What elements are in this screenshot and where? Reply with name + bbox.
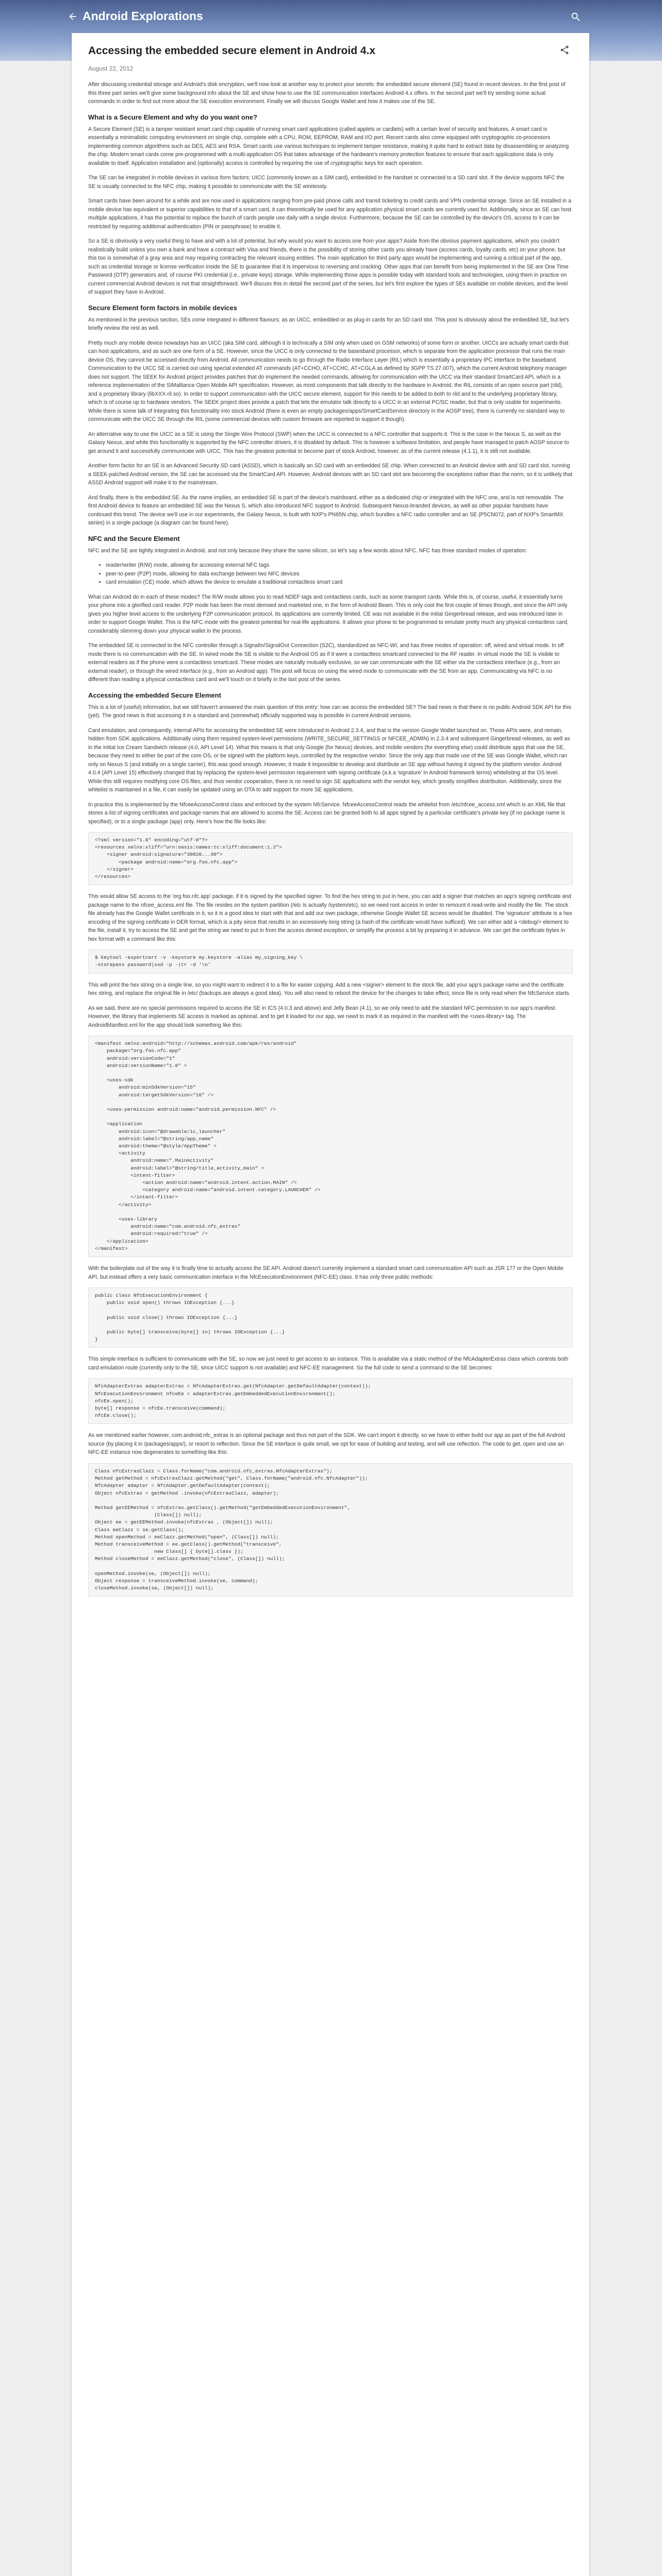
list-item: • peer-to-peer (P2P) mode, allowing for data exchange between two NFC devices [106, 570, 573, 579]
paragraph: As mentioned in the previous section, SEs come integrated in different flavours: as an UICC, embedded or as plug-in cards for an SD card slot. This post is obviously about the embedded SE, but let's briefly review the rest as well. [88, 316, 569, 331]
section-heading: Accessing the embedded Secure Element [88, 691, 221, 699]
paragraph: Card emulation, and consequently, internal APIs for accessing the embedded SE were introduced in Android 2.3.4, and that is the version Google Wallet launched on. Those APIs were, and remain, hidden from SDK applications. Additionally using them required system-level permissions (WRITE_SECURE_SETTINGS or NFCEE_ADMIN) in 2.3.4 and subsequent Gingerbread releases, as well as in the initial Ice Cream Sandwich release (4.0, API Level 14). What this means is that only Google (for Nexus) devices, and mobile vendors (for everything else) could distribute apps that use the SE, because they need to either be part of the core OS, or be signed with the platform keys, controlled by the respective vendor. Since the only app that made use of the SE was Google Wallet, which ran only on Nexus S (and initially on a single carrier), this was good enough. However, it made it impossible to develop and distribute an SE app without having it signed by the platform vendor. Android 4.0.4 (API Level 15) effectively changed that by replacing the system-level permission requirement with signing certificate (a.k.a 'signature' in Android framework terms) whitelisting at the OS level. While this still requires modifying core OS files, and thus vendor cooperation, there is no need to sign SE applications with the vendor key, which greatly simplifies distribution. Additionally, since the whitelist is maintained in a file, it can easily be updated using an OTA to add support for more SE applications. [88, 727, 570, 793]
paragraph: Pretty much any mobile device nowadays has an UICC (aka SIM card, although it is technically a SIM only when used on GSM networks) of some form or another. UICCs are actually smart cards that can host applications, and as such are one form of a SE. However, since the UICC is only connected to the basesband processor, which is separate from the application processor that runs the main device OS, they cannot be accessed directly from Android. All communication needs to go through the Radio Interface Layer (RIL) which is essentially a proprietary IPC interface to the baseband. Communication to the UICC SE is carried out using special extended AT commands (AT+CCHO, AT+CCHC, AT+CGLA as defined by 3GPP TS 27.007), which the current Android telephony manager does not support. The SEEK for Android project provides patches that do implement the needed commands, allowing for communication with the UICC via their standard SmartCard API, which is a reference implementation of the SIMalliance Open Mobile API specification. However, as most components that talk directly to the hardware in Android, the RIL consists of an open source part (rild), and a proprietary library (libXXX-ril.so). In order to support communication with the UICC secure element, support for this needs to be added to both to rild and to the underlying proprietary library, which is of course up to hardware vendors. The SEEK project does provide a patch that lets the emulator talk directly to a UICC in an external PC/SC reader, but that is only usable for experiments. While there is some talk of integrating this functionality into stock Android (there is even an empty packages/apps/SmartCardService directory in the AOSP tree), there is currently no standard way to communicate with the UICC SE through the RIL (some commercial devices with custom firmware are reported to support it though). [88, 340, 569, 422]
section-heading: What is a Secure Element and why do you want one? [88, 113, 257, 121]
paragraph: NFC and the SE are tightly integrated in Android, and not only because they share the same silicon, so let's say a few words about NFC. NFC has three standard modes of operation: [88, 547, 527, 554]
list-item: • reader/writer (R/W) mode, allowing for accessing external NFC tags [106, 561, 573, 570]
code-block: Class nfcExtrasClazz = Class.forName("com.android.nfc_extras.NfcAdapterExtras"); Method getMethod = nfcExtrasClazz.getMethod("get", Class.forName("android.nfc.NfcAdapter")); NfcAdapter adapter = NfcAdapter.getDefaultAdapter(context); Object nfcExtras = getMethod .invoke(nfcExtrasClazz, adapter); Method getEEMethod = nfcExtras.getClass().getMethod("getEmbeddedExecutionEnvironment", (Class[]) null); Object ee = getEEMethod.invoke(nfcExtras , (Object[]) null); Class eeClazz = se.getClass(); Method openMethod = eeClazz.getMethod("open", (Class[]) null); Method transceiveMethod = ee.getClass().getMethod("transceive", new Class[] { byte[].class }); Method closeMethod = eeClazz.getMethod("close", (Class[]) null); openMethod.invoke(se, (Object[]) null); Object response = transceiveMethod.invoke(se, command); closeMethod.invoke(se, (Object[]) null); [88, 1463, 573, 1597]
paragraph: In practice this is implemented by the NfceeAccessControl class and enforced by the system NfcService. NfceeAccessControl reads the whitelist from /etc/nfcee_access.xml which is an XML file that stores a list of signing certificates and package names that are allowed to access the SE. Access can be granted both to all apps signed by a particular certificate's private key (if no package name is specified), or to a single package (app) only. Here's how the file looks like: [88, 801, 566, 825]
search-icon[interactable] [570, 11, 582, 23]
paragraph: This is a lot of (useful) information, but we still haven't answered the main question of this entry: how can we access the embedded SE? The bad news is that there is no public Android SDK API for this (yet). The good news is that accessing it in a standard and (somewhat) officially supported way is possible in current Android versions. [88, 704, 571, 719]
paragraph: So a SE is obviously a very useful thing to have and with a lot of potential, but why would you want to access one from your apps? Aside from the obvious payment applications, which you couldn't realistically build unless you own a bank and have a contract with Visa and friends, there is the possibility of storing other cards you already have (access cards, loyalty cards, etc) on your phone, but this too is somewhat of a gray area and may requiring contracting the relevant issuing entities. The main application for third party apps would be implementing and running a critical part of the app, such as credential storage or license verification inside the SE to guarantee that it is impervious to reversing and cracking. Other apps that can benefit from being implemented in the SE are One Time Password (OTP) generators and, of course PKI credential (i.e., private keys) storage. While implementing those apps is possible today with standard tools and technologies, using them in practice on current commercial Android devices is not that straightforward. We'll discuss this in detail the second part of the series, but let's first explore the types of SEs available on mobile devices, and the level of support they have in Android. [88, 238, 569, 295]
paragraph: With the boilerplate out of the way it is finally time to actually access the SE API. Android doesn't currently implement a standard smart card communication API such as JSR 177 or the Open Mobile API, but instead offers a very basic communication interface in the NfcExecutionEnvironment (NFC-EE) class. It has only three public methods: [88, 1265, 564, 1280]
post-card [72, 33, 589, 2576]
paragraph: This would allow SE access to the 'org.foo.nfc.app' package, if it is signed by the specified signer. To find the hex string to put in here, you can add a signer that matches an app's signing certificate and package name to the nfcee_access.xml file. The file resides on the system partition (/etc is actually /system/etc), so we need root access in order to remount it read-write and modify the file. The stock file already has the Google Wallet certificate in it, so it is a good idea to start with that and add our own package, otherwise Google Wallet SE access would be disabled. The 'signature' attribute is a hex encoding of the signing certificate in DER format, which is a pity since that results in an excessively long string (a hash of the certificate would have sufficed). We can either add a <debug/> element to the file, install it, try to access the SE and get the string we need to put in from the access denied exception, or simplify the process a bit by preparing it in advance. We can get the certificate bytes in hex format with a command like this: [88, 893, 572, 942]
top-app-bar [0, 0, 662, 33]
post-body [88, 80, 573, 1597]
paragraph: As we said, there are no special permissions required to access the SE in ICS (4.0.3 and above) and Jelly Bean (4.1), so we only need to add the standard NFC permission to our app's manifest. However, the library that implements SE access is marked as optional, and to get it loaded for our app, we need to mark it as required in the manifest with the <uses-library> tag. The AndroidManifest.xml for the app should look something like this: [88, 1005, 557, 1028]
code-block: <manifest xmlns:android="http://schemas.android.com/apk/res/android" package="org.foo.nfc.app" android:versionCode="1" android:versionName="1.0" > <uses-sdk android:minSdkVersion="15" android:targetSdkVersion="16" /> <uses-permission android:name="android.permission.NFC" /> <application android:icon="@drawable/ic_launcher" android:label="@string/app_name" android:theme="@style/AppTheme" > <activity android:name=".MainActivity" android:label="@string/title_activity_main" > <intent-filter> <action android:name="android.intent.action.MAIN" /> <category android:name="android.intent.category.LAUNCHER" /> </intent-filter> </activity> <uses-library android:name="com.android.nfc_extras" android:required="true" /> </application> </manifest> [88, 1036, 573, 1257]
arrow-back-icon[interactable] [67, 11, 78, 22]
code-block: <?xml version="1.0" encoding="utf-8"?> <resources xmlns:xliff="urn:oasis:names:tc:xliff:document:1.2"> <signer android:signature="30820...90"> <package android:name="org.foo.nfc.app"> </signer> </resources> [88, 832, 573, 885]
section-heading: NFC and the Secure Element [88, 534, 180, 543]
paragraph: A Secure Element (SE) is a tamper resistant smart card chip capable of running smart card applications (called applets or cardlets) with a certain level of security and features. A smart card is essentially a minimalistic computing environment on single chip, complete with a CPU, ROM, EEPROM, RAM and I/O port. Recent cards also come equipped with cryptographic co-processors implementing common algorithms such as DES, AES and RSA. Smart cards use various techniques to implement tamper resistance, making it quite hard to extract data by disassembling or analyzing the chip. Modern smart cards come pre-programmed with a multi-application OS that takes advantage of the hardware's memory protection features to ensure that each applications data is only available to itself. Application installation and (optionally) access is controlled by requiring the use of cryptographic keys for each operation. [88, 126, 569, 166]
paragraph: And finally, there is the embedded SE. As the name implies, an embedded SE is part of the device's mainboard, either as a dedicated chip or integrated with the NFC one, and is not removable. The first Android device to feature an embedded SE was the Nexus S, which also introduced NFC support to Android. Subsequent Nexus-branded devices, as well as other popular handsets have continued this trend. The device we'll use in our experiments, the Galaxy Nexus, is built with NXP's PN65N chip, which bundles a NFC radio controller and an SE (P5CN072, part of NXP's SmartMX series) in a single package (a diagram can be found here). [88, 494, 564, 526]
paragraph: This simple interface is sufficient to communicate with the SE, so now we just need to get access to an instance. This is available via a static method of the NfcAdapterExtras class which controls both card emulation route (currently only to the SE, since UICC support is not available) and NFC-EE management. So the full code to send a command to the SE becomes: [88, 1356, 569, 1371]
paragraph: As we mentioned earlier however, com.android.nfc_extras is an optional package and thus not part of the SDK. We can't import it directly, so we have to either build our app as part of the full Android source (by placing it in /packages/apps/), or resort to reflection. Since the SE interface is quite small, we opt for ease of building and testing, and will use reflection. The code to get, open and use an NFC-EE instance now degenerates to something like this: [88, 1432, 565, 1456]
section-heading: Secure Element form factors in mobile devices [88, 303, 237, 312]
list-item: • card emulation (CE) mode, which allows the device to emulate a traditional contactless smart card [106, 578, 573, 587]
paragraph: This will print the hex string on a single line, so you might want to redirect it to a file for easier copying. Add a new <signer> element to the stock file, add your app's package name and the certificate hex string, and replace the original file in /etc/ (backups are always a good idea). You will also need to reboot the device for the changes to take effect, since file is only read when the NfcService starts. [88, 981, 571, 997]
code-block: NfcAdapterExtras adapterExtras = NfcAdapterExtras.get(NfcAdapter.getDefaultAdapter(context)); NfcExecutionEnvironment nfceEe = adapterExtras.getEmbeddedExecutionEnvironment(); nfcEe.open(); byte[] response = nfcEe.transceive(command); nfcEe.close(); [88, 1378, 573, 1424]
code-block: public class NfcExecutionEnvironment { public void open() throws IOException {...} public void close() throws IOException {...} public byte[] transceive(byte[] in) throws IOException {...} } [88, 1287, 573, 1348]
paragraph: An alternative way to use the UICC as a SE is using the Single Wire Protocol (SWP) when the UICC is connected to a NFC controller that supports it. This is the case in the Nexus S, as well as the Galaxy Nexus, and while this functionality is supported by the NFC controller drivers, it is disabled by default. This is however a software limitation, and people have managed to patch AOSP source to get around it and successfully communicate with UICC. This has the greatest potential to become part of stock Android, however, as of the current release (4.1.1), it is still not available. [88, 431, 569, 454]
code-block: $ keytool -exportcert -v -keystore my.keystore -alias my_signing_key \ -storepass password|xxd -p -|tr -d '\n' [88, 950, 573, 973]
site-title[interactable]: Android Explorations [82, 9, 203, 23]
paragraph: Another form factor for an SE is an Advanced Security SD card (ASSD), which is basically an SD card with an embedded SE chip. When connected to an Android device with and SD card slot, running a SEEK-patched Android version, the SE can be accessed via the SmartCard API. However, Android devices with an SD card slot are becoming the exceptions rather than the norm, so it is unlikely that ASSD Android support will make it to the mainstream. [88, 463, 573, 486]
paragraph: What can Android do in each of these modes? The R/W mode allows you to read NDEF tags and contactless cards, such as some transport cards. While this is, of course, useful, it essentially turns your phone into a glorified card reader. P2P mode has been the most demoed and marketed one, in the form of Android Beam. This is only cool the first couple of times though, and since the API only gives you higher level access to the underlying P2P communication protocol, its applications are currently limited. CE was not available in the initial Gingerbread release, and was introduced later in order to support Google Wallet. This is the NFC mode with the greatest potential for real-life applications. It allows your phone to be programmed to emulate pretty much any physical contactless card, considerably slimming down your physical wallet in the process. [88, 594, 569, 634]
post-date: August 22, 2012 [88, 65, 134, 72]
paragraph: The embedded SE is connected to the NFC controller through a SignalIn/SignalOut Connection (S2C), standardized as NFC-WI, and has three modes of operation: off, wired and virtual mode. In off mode there is no communication with the SE. In wired mode the SE is visible to the Android OS as if it were a contactless smartcard connected to the RF reader. In virtual mode the SE is visible to external readers as if the phone were a contactless smartcard. These modes are naturally mutually exclusive, so we can communicate with the SE either via the contactless interface (e.g., from an external reader), or through the wired interface (e.g., from an Android app). This post will focus on using the wired mode to communicate with the SE from an app. Communicating via NFC is no different than reading a physical contactless card and we'll touch on it briefly in the last post of the series. [88, 642, 564, 683]
paragraph: After discussing credential storage and Android's disk encryption, we'll now look at another way to protect your secrets: the embedded secure element (SE) found in recent devices. In the first post of this three part series we'll give some background info about the SE and show how to use the SE communication interfaces Android 4.x offers. In the second part we'll try sending some actual commands in order to find out more about the SE execution environment. Finally we will discuss Google Wallet and how it makes use of the SE. [88, 81, 566, 105]
share-icon[interactable] [559, 44, 570, 56]
paragraph: The SE can be integrated in mobile devices in various form factors: UICC (commonly known as a SIM card), embedded in the handset or connected to a SD card slot. If the device supports NFC the SE is usually connected to the NFC chip, making it possible to communicate with the SE wirelessly. [88, 175, 565, 190]
post-title: Accessing the embedded secure element in Android 4.x [88, 45, 376, 57]
paragraph: Smart cards have been around for a while and are now used in applications ranging from pre-paid phone calls and transit ticketing to credit cards and VPN credential storage. Since an SE installed in a mobile device has equivalent or superior capabilities to that of a smart card, it can theoretically be used for any application physical smart cards are currently used for. Additionally, since an SE can host multiple applications, it has the potential to replace the bunch of cards people use daily with a single device. Furthermore, because the SE can be controlled by the device's OS, access to it can be restricted by requiring additional authentication (PIN or passphrase) to enable it. [88, 198, 572, 230]
bullet-list [88, 561, 573, 587]
